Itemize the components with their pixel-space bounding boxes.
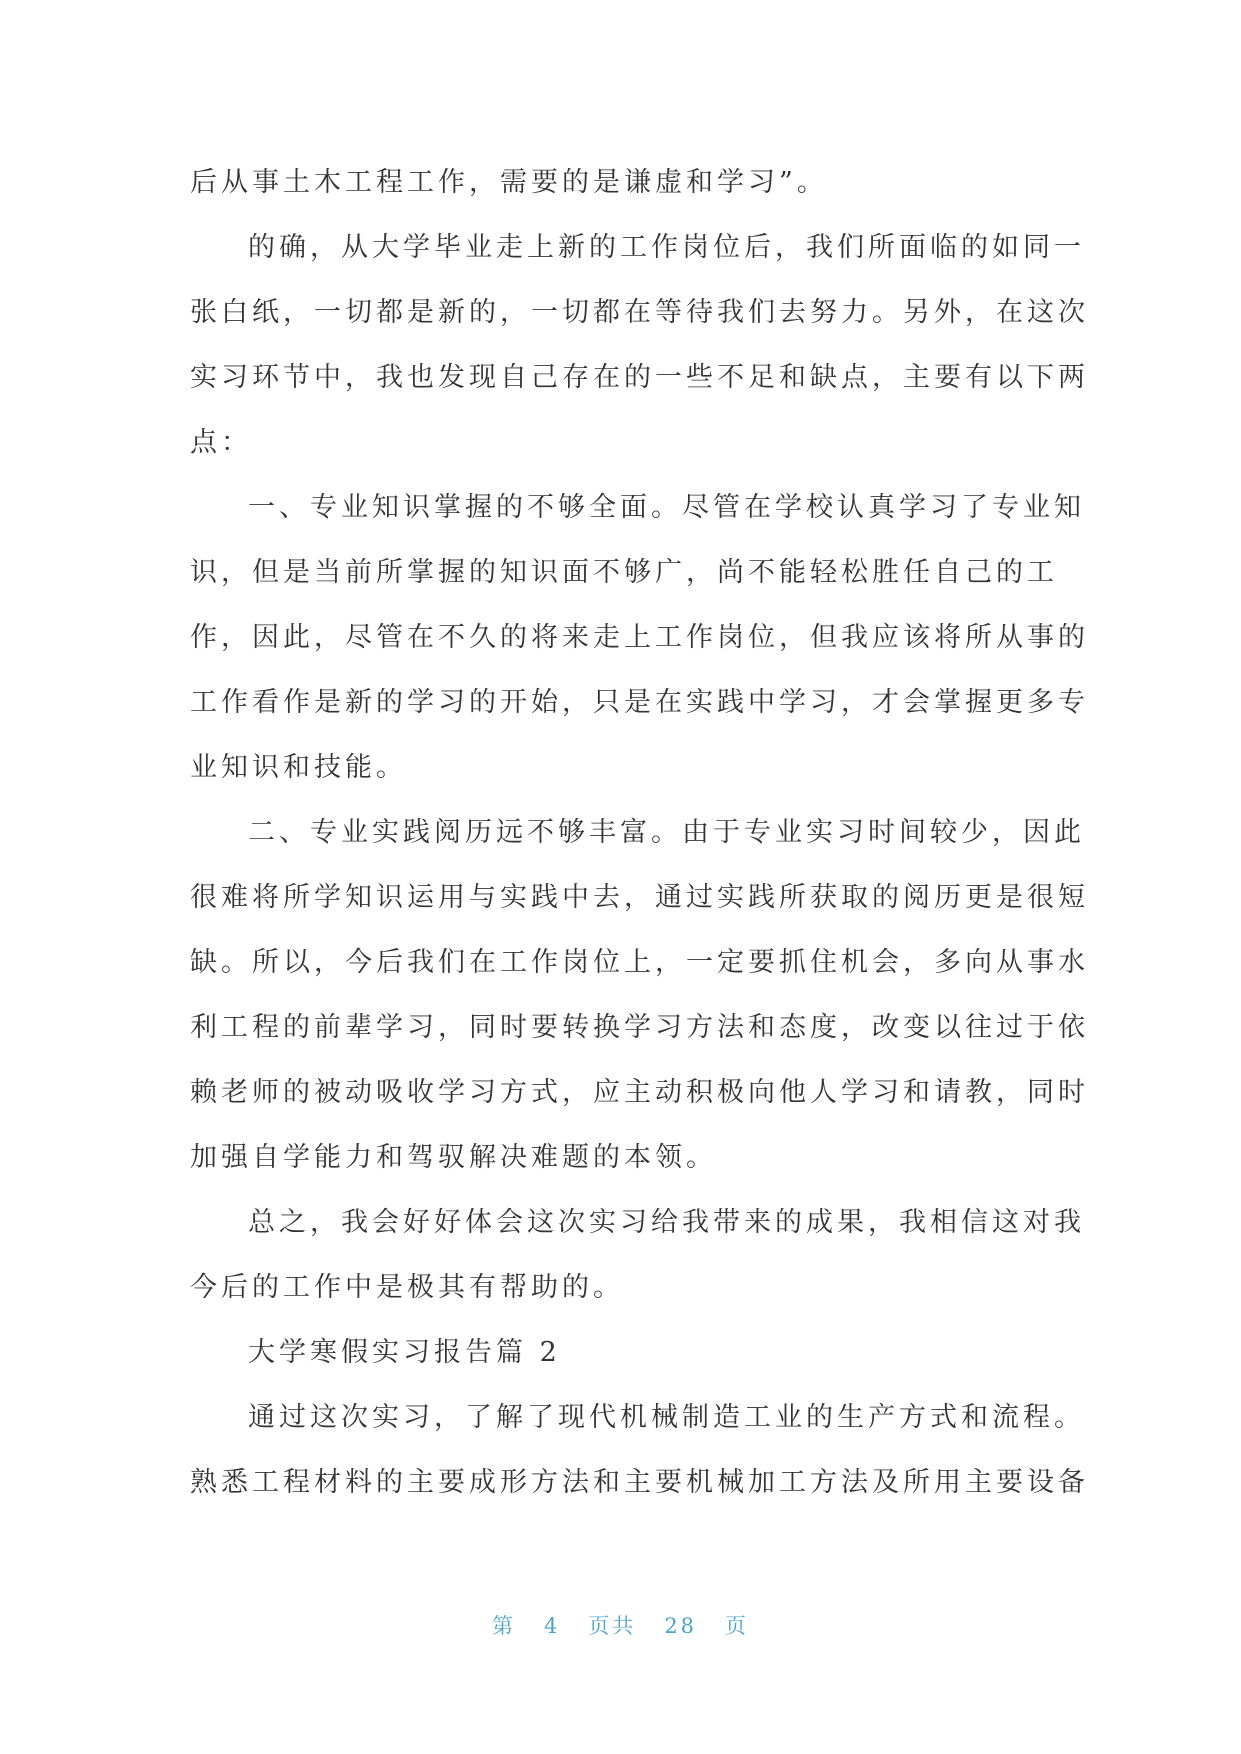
text-line: 总之，我会好好体会这次实习给我带来的成果，我相信这对我 bbox=[248, 1207, 1085, 1238]
text-line: 通过这次实习，了解了现代机械制造工业的生产方式和流程。 bbox=[248, 1402, 1085, 1433]
document-body bbox=[190, 150, 1089, 1515]
text-line: 缺。所以，今后我们在工作岗位上，一定要抓住机会，多向从事水 bbox=[190, 947, 1089, 978]
text-line: 点： bbox=[190, 427, 252, 458]
text-line: 作，因此，尽管在不久的将来走上工作岗位，但我应该将所从事的 bbox=[190, 622, 1089, 653]
footer-label-end: 页 bbox=[725, 1614, 750, 1638]
footer-label-page: 第 bbox=[491, 1614, 516, 1638]
footer-total-pages: 28 bbox=[664, 1614, 698, 1638]
text-line: 加强自学能力和驾驭解决难题的本领。 bbox=[190, 1142, 717, 1173]
text-line: 实习环节中，我也发现自己存在的一些不足和缺点，主要有以下两 bbox=[190, 362, 1089, 393]
text-line: 业知识和技能。 bbox=[190, 752, 407, 783]
text-line: 利工程的前辈学习，同时要转换学习方法和态度，改变以往过于依 bbox=[190, 1012, 1089, 1043]
page-footer bbox=[0, 1610, 1241, 1640]
text-line: 后从事土木工程工作，需要的是谦虚和学习”。 bbox=[190, 167, 828, 198]
text-line: 今后的工作中是极其有帮助的。 bbox=[190, 1272, 624, 1303]
footer-label-of: 页共 bbox=[588, 1614, 637, 1638]
footer-current-page: 4 bbox=[543, 1614, 561, 1638]
section-heading: 大学寒假实习报告篇 2 bbox=[248, 1337, 561, 1368]
text-line: 二、专业实践阅历远不够丰富。由于专业实习时间较少，因此 bbox=[248, 817, 1085, 848]
text-line: 识，但是当前所掌握的知识面不够广，尚不能轻松胜任自己的工 bbox=[190, 557, 1058, 588]
text-line: 很难将所学知识运用与实践中去，通过实践所获取的阅历更是很短 bbox=[190, 882, 1089, 913]
text-line: 张白纸，一切都是新的，一切都在等待我们去努力。另外，在这次 bbox=[190, 297, 1089, 328]
text-line: 熟悉工程材料的主要成形方法和主要机械加工方法及所用主要设备 bbox=[190, 1467, 1089, 1498]
text-line: 的确，从大学毕业走上新的工作岗位后，我们所面临的如同一 bbox=[248, 232, 1085, 263]
text-line: 工作看作是新的学习的开始，只是在实践中学习，才会掌握更多专 bbox=[190, 687, 1089, 718]
text-line: 赖老师的被动吸收学习方式，应主动积极向他人学习和请教，同时 bbox=[190, 1077, 1089, 1108]
text-line: 一、专业知识掌握的不够全面。尽管在学校认真学习了专业知 bbox=[248, 492, 1085, 523]
